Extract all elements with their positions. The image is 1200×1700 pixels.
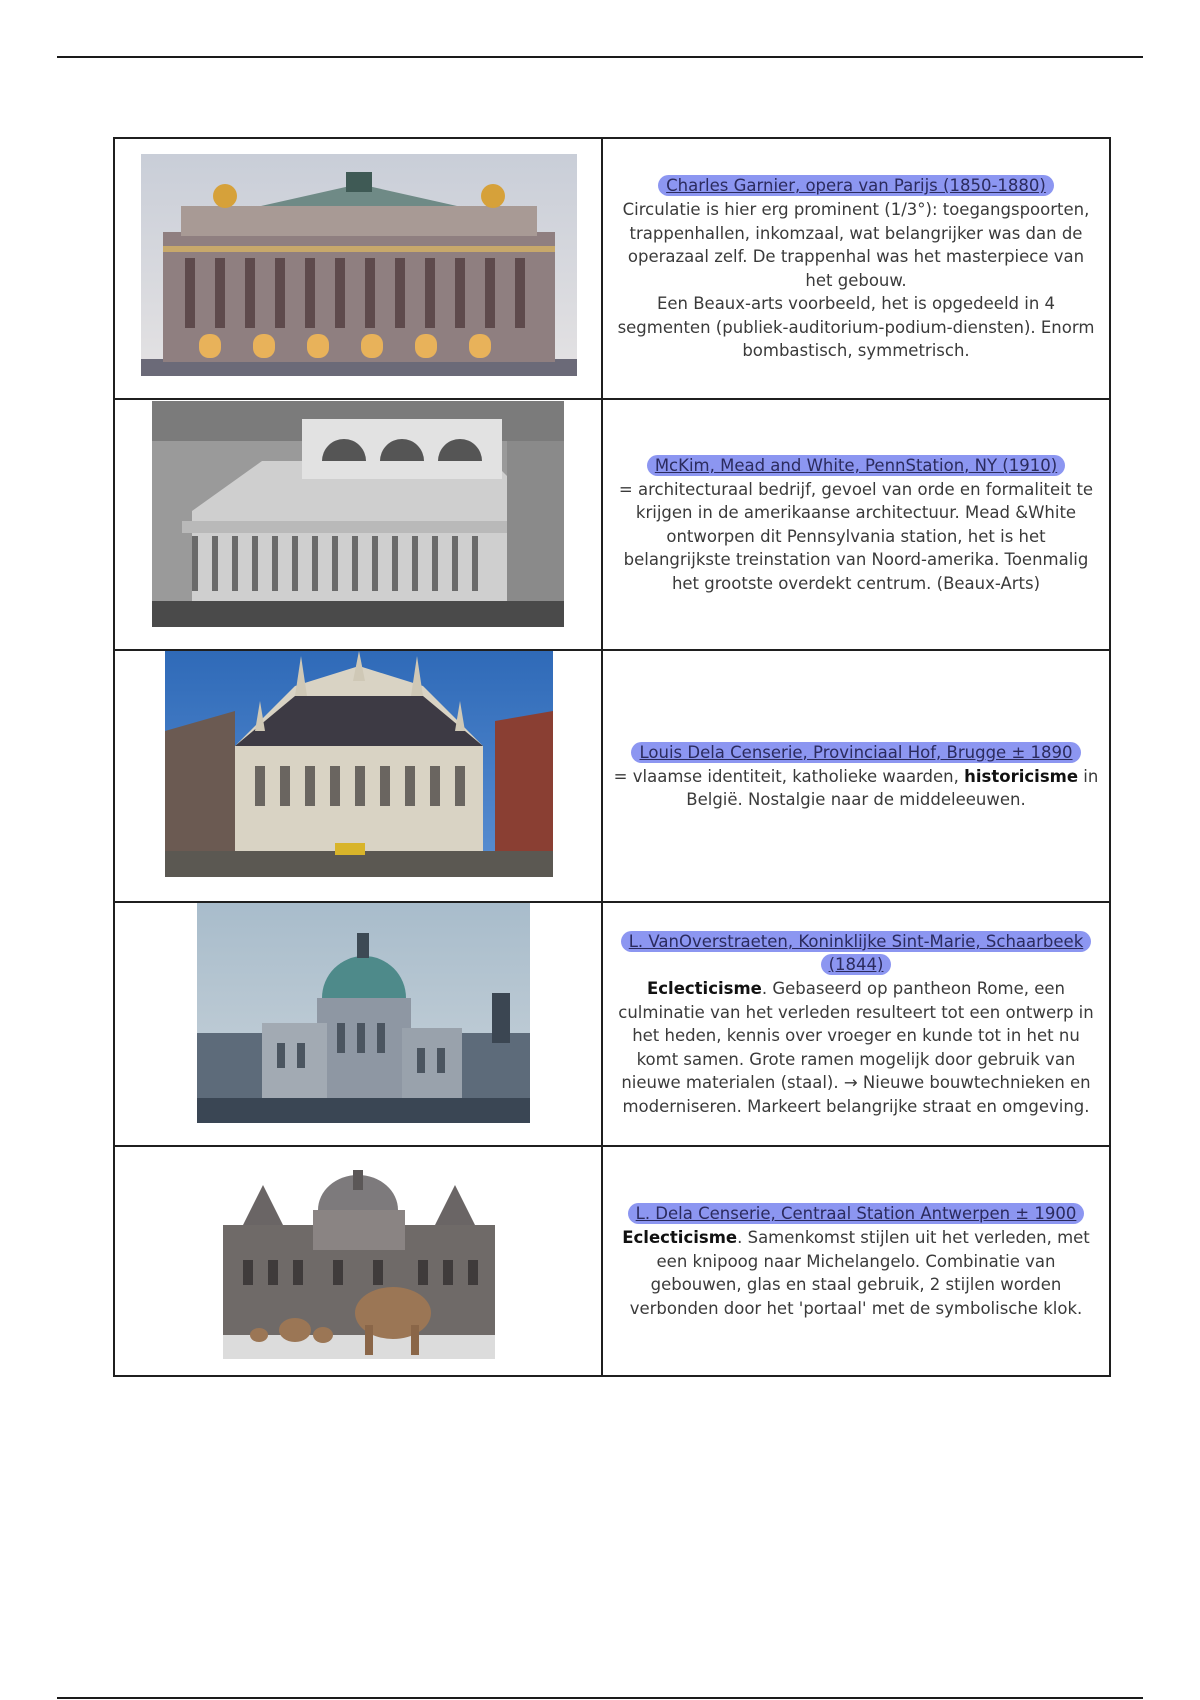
entry-description [613, 977, 1099, 1118]
header-rule [57, 56, 1143, 58]
description-text: = vlaamse identiteit, katholieke waarden, [613, 766, 965, 786]
description-paragraph: Een Beaux-arts voorbeeld, het is opgedeeld in 4 segmenten (publiek-auditorium-podium-diensten). Enorm bombastisch, symmetrisch. [617, 294, 1095, 361]
description-text: . Samenkomst stijlen uit het verleden, met een knipoog naar Michelangelo. Combinatie van gebouwen, glas en staal gebruik, 2 stijlen worden verbonden door het 'portaal' met de symbolische klok. [629, 1228, 1090, 1318]
description-paragraph: Circulatie is hier erg prominent (1/3°): toegangspoorten, trappenhallen, inkomzaal, wat belangrijker was dan de operazaal zelf. De trappenhal was het masterpiece van het gebouw. [622, 200, 1090, 290]
image-cell [114, 650, 602, 902]
text-cell [602, 399, 1110, 650]
penn-station-photo [152, 401, 564, 627]
key-term: historicisme [964, 766, 1079, 786]
text-cell [602, 1146, 1110, 1376]
description-paragraph [613, 1226, 1099, 1320]
entry-title: L. VanOverstraeten, Koninklijke Sint-Marie, Schaarbeek (1844) [621, 931, 1092, 975]
table-row [114, 902, 1110, 1146]
sint-marie-church-photo [197, 903, 530, 1123]
centraal-station-photo [223, 1165, 495, 1359]
image-cell [114, 399, 602, 650]
entry-description [613, 1226, 1099, 1320]
table-row [114, 650, 1110, 902]
description-paragraph [613, 765, 1099, 812]
description-paragraph: = architecturaal bedrijf, gevoel van orde en formaliteit te krijgen in de amerikaanse architectuur. Mead &White ontworpen dit Pennsylvania station, het is het belangrijkste treinstation van Noord-amerika. Toenmalig het grootste overdekt centrum. (Beaux-Arts) [618, 479, 1094, 593]
entry-title: Louis Dela Censerie, Provinciaal Hof, Brugge ± 1890 [631, 742, 1080, 763]
text-cell [602, 650, 1110, 902]
description-text: in België. Nostalgie naar de middeleeuwen. [686, 766, 1099, 809]
text-cell [602, 902, 1110, 1146]
entry-title: L. Dela Censerie, Centraal Station Antwerpen ± 1900 [628, 1203, 1085, 1224]
entry-description [613, 765, 1099, 812]
provinciaal-hof-photo [165, 651, 553, 877]
architecture-table [113, 137, 1111, 1377]
entry-description [613, 478, 1099, 596]
description-paragraph [613, 977, 1099, 1118]
key-term: Eclecticisme [622, 1228, 738, 1247]
image-cell [114, 138, 602, 399]
image-cell [114, 902, 602, 1146]
text-cell [602, 138, 1110, 399]
description-text: . Gebaseerd op pantheon Rome, een culminatie van het verleden resulteert tot een ontwerp in het heden, kennis over vroeger en kunde tot in het nu komt samen. Grote ramen mogelijk door gebruik van nieuwe materialen (staal). → Nieuwe bouwtechnieken en moderniseren. Markeert belangrijke straat en omgeving. [618, 979, 1094, 1116]
entry-description [613, 198, 1099, 363]
key-term: Eclecticisme [646, 979, 762, 998]
table-row [114, 1146, 1110, 1376]
table-row [114, 399, 1110, 650]
image-cell [114, 1146, 602, 1376]
table-row [114, 138, 1110, 399]
opera-garnier-photo [141, 154, 577, 376]
entry-title: McKim, Mead and White, PennStation, NY (1910) [647, 455, 1065, 476]
entry-title: Charles Garnier, opera van Parijs (1850-1880) [658, 175, 1054, 196]
footer-rule [57, 1697, 1143, 1699]
